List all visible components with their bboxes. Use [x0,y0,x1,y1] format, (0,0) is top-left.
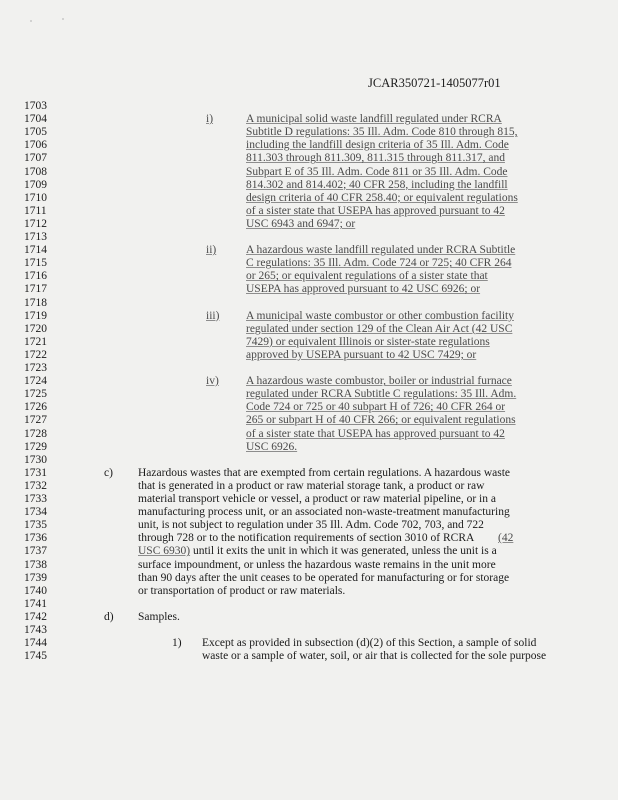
line-number: 1716 [24,270,47,283]
section-c-line: than 90 days after the unit ceases to be operated for manufacturing or for storage [138,571,510,584]
item-text-line: of a sister state that USEPA has approved pursuant to 42 [246,427,505,440]
line-number: 1739 [24,571,47,584]
item-text-line: 265 or subpart H of 40 CFR 266; or equivalent regulations [246,414,516,427]
line-number: 1732 [24,479,47,492]
line-number: 1745 [24,650,47,663]
item-text-line: USEPA has approved pursuant to 42 USC 6926; or [246,283,481,296]
line-number: 1704 [24,113,47,126]
item-marker: iv) [206,375,219,388]
item-text-line: regulated under RCRA Subtitle C regulations: 35 Ill. Adm. [246,388,517,401]
line-number: 1729 [24,440,47,453]
line-number: 1714 [24,244,47,257]
item-marker: i) [206,113,214,126]
citation-text: USC 6930) [138,545,191,558]
section-c-line [138,545,497,558]
section-c-line: manufacturing process unit, or an associated non-waste-treatment manufacturing [138,506,510,519]
document-id: JCAR350721-1405077r01 [368,76,501,90]
item-text-line: Subpart E of 35 Ill. Adm. Code 811 or 35 Ill. Adm. Code [246,165,508,178]
scan-speck [30,20,32,22]
line-number: 1706 [24,139,47,152]
subsection-d1-label: 1) [172,637,182,650]
line-number: 1705 [24,126,47,139]
line-number: 1717 [24,283,47,296]
item-text-line: A hazardous waste combustor, boiler or industrial furnace [246,375,512,388]
item-text-line: of a sister state that USEPA has approved pursuant to 42 [246,204,505,217]
line-number: 1730 [24,453,47,466]
section-c-line: surface impoundment, or unless the hazardous waste remains in the unit more [138,558,496,571]
section-d-label: d) [104,610,114,623]
line-number: 1724 [24,375,47,388]
section-c-line: that is generated in a product or raw material storage tank, a product or raw [138,479,485,492]
subsection-d1-line: waste or a sample of water, soil, or air that is collected for the sole purpose [202,650,547,663]
item-text-line: 811.303 through 811.309, 811.315 through 811.317, and [246,152,505,165]
subsection-d1-line: Except as provided in subsection (d)(2) of this Section, a sample of solid [202,637,537,650]
section-d-title: Samples. [138,610,180,623]
line-number: 1734 [24,506,47,519]
line-number: 1736 [24,532,47,545]
line-number: 1725 [24,388,47,401]
line-number: 1718 [24,296,47,309]
item-text-line: including the landfill design criteria of 35 Ill. Adm. Code [246,139,509,152]
line-number: 1707 [24,152,47,165]
line-number: 1737 [24,545,47,558]
item-text-line: 7429) or equivalent Illinois or sister-state regulations [246,335,490,348]
line-number: 1742 [24,610,47,623]
line-number: 1728 [24,427,47,440]
line-number: 1727 [24,414,47,427]
line-number: 1731 [24,466,47,479]
line-number: 1744 [24,637,47,650]
section-c-citation: (42 [498,532,514,545]
item-text-line: C regulations: 35 Ill. Adm. Code 724 or 725; 40 CFR 264 [246,257,512,270]
line-number: 1715 [24,257,47,270]
line-number: 1709 [24,178,47,191]
line-number: 1733 [24,493,47,505]
section-c-line: or transportation of product or raw materials. [138,584,346,597]
item-text-line: approved by USEPA pursuant to 42 USC 7429; or [246,348,477,361]
item-text-line: A hazardous waste landfill regulated under RCRA Subtitle [246,244,516,257]
line-number: 1738 [24,558,47,571]
line-number: 1720 [24,322,47,335]
item-marker: ii) [206,244,217,257]
item-text-line: regulated under section 129 of the Clean Air Act (42 USC [246,322,513,335]
line-number: 1726 [24,401,47,414]
item-text-line: A municipal solid waste landfill regulated under RCRA [246,113,502,126]
item-text-line: A municipal waste combustor or other combustion facility [246,309,514,322]
item-text-line: 814.302 and 814.402; 40 CFR 258, including the landfill [246,178,508,191]
item-text-line: USC 6926. [246,440,298,453]
item-text-line: design criteria of 40 CFR 258.40; or equivalent regulations [246,191,518,204]
item-marker: iii) [206,309,220,322]
line-number: 1721 [24,335,47,348]
line-number: 1713 [24,231,47,243]
line-number: 1723 [24,362,47,374]
line-number: 1711 [24,204,47,217]
line-number: 1703 [24,100,47,112]
item-text-line: Code 724 or 725 or 40 subpart H of 726; 40 CFR 264 or [246,401,506,414]
line-number: 1708 [24,165,47,178]
line-number: 1719 [24,309,47,322]
line-number: 1743 [24,624,47,636]
section-c-line: material transport vehicle or vessel, a product or raw material pipeline, or in a [138,493,496,505]
section-c-line: Hazardous wastes that are exempted from certain regulations. A hazardous waste [138,466,511,479]
section-c-label: c) [104,466,113,479]
item-text-line: or 265; or equivalent regulations of a sister state that [246,270,488,283]
line-number: 1710 [24,191,47,204]
scan-speck [62,18,64,20]
line-number: 1722 [24,348,47,361]
line-number: 1740 [24,584,47,597]
section-c-line: through 728 or to the notification requirements of section 3010 of RCRA [138,532,475,545]
section-c-line: unit, is not subject to regulation under 35 Ill. Adm. Code 702, 703, and 722 [138,519,484,532]
item-text-line: USC 6943 and 6947; or [246,217,356,230]
section-c-text: until it exits the unit in which it was generated, unless the unit is a [190,545,497,558]
line-number: 1712 [24,217,47,230]
item-text-line: Subtitle D regulations: 35 Ill. Adm. Code 810 through 815, [246,126,518,139]
line-number: 1741 [24,597,47,610]
line-number: 1735 [24,519,47,532]
